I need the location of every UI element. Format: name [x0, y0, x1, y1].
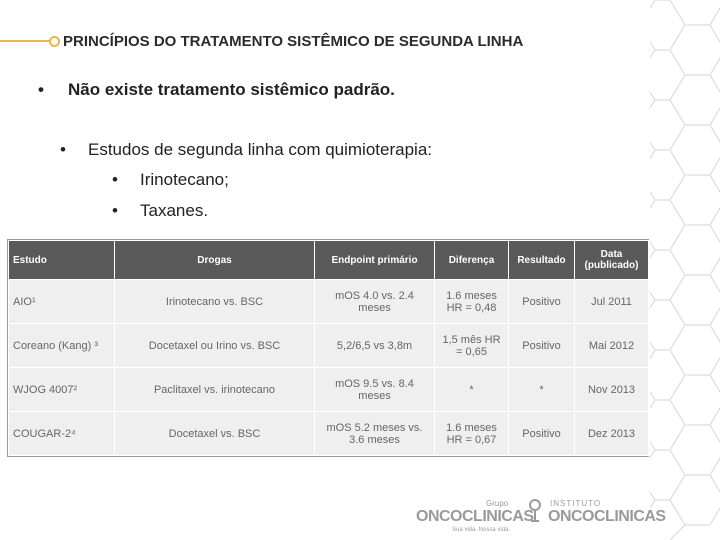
- table-cell: 1,5 mês HR = 0,65: [435, 324, 509, 368]
- table-cell: Docetaxel ou Irino vs. BSC: [115, 324, 315, 368]
- table-cell: Jul 2011: [575, 280, 649, 324]
- instituto-oncoclinicas-logo: ONCOCLINICAS: [548, 508, 666, 525]
- column-header: Estudo: [9, 241, 115, 280]
- table-cell: Positivo: [509, 324, 575, 368]
- column-header: Diferença: [435, 241, 509, 280]
- instituto-label: INSTITUTO: [550, 499, 602, 508]
- slide-title: PRINCÍPIOS DO TRATAMENTO SISTÊMICO DE SEGUNDA LINHA: [63, 33, 524, 50]
- title-accent-dot: [49, 36, 60, 47]
- bullet-level3-taxanes: [112, 201, 208, 221]
- table-cell: Positivo: [509, 412, 575, 456]
- bullet-level1: [38, 80, 395, 100]
- footer-logos: [410, 495, 666, 535]
- table-cell: mOS 9.5 vs. 8.4 meses: [315, 368, 435, 412]
- table-cell: Coreano (Kang) ³: [9, 324, 115, 368]
- bullet-symbol: •: [112, 201, 118, 220]
- hexagon-pattern-decoration: [650, 0, 720, 540]
- column-header: Data (publicado): [575, 241, 649, 280]
- table-cell: *: [435, 368, 509, 412]
- table-cell: 1.6 meses HR = 0,48: [435, 280, 509, 324]
- table-row: [9, 412, 649, 456]
- grupo-label: Grupo: [486, 499, 509, 508]
- grupo-tagline: Sua vida. Nossa vida.: [452, 527, 511, 533]
- bullet-symbol: •: [38, 80, 44, 99]
- table-header-row: [9, 241, 649, 280]
- table-cell: mOS 5.2 meses vs. 3.6 meses: [315, 412, 435, 456]
- oncoclinicas-mark-icon: [528, 497, 542, 523]
- table-cell: Docetaxel vs. BSC: [115, 412, 315, 456]
- table-cell: WJOG 4007²: [9, 368, 115, 412]
- table-row: [9, 368, 649, 412]
- table-row: [9, 324, 649, 368]
- bullet-level3-irinotecano: [112, 170, 229, 190]
- table-cell: COUGAR-2⁴: [9, 412, 115, 456]
- table-cell: Nov 2013: [575, 368, 649, 412]
- table-cell: Positivo: [509, 280, 575, 324]
- column-header: Resultado: [509, 241, 575, 280]
- table-cell: Dez 2013: [575, 412, 649, 456]
- grupo-oncoclinicas-logo: ONCOCLINICAS: [416, 508, 534, 525]
- bullet-symbol: •: [60, 140, 66, 159]
- table-cell: Mai 2012: [575, 324, 649, 368]
- bullet-text: Não existe tratamento sistêmico padrão.: [68, 80, 395, 99]
- table-cell: 5,2/6,5 vs 3,8m: [315, 324, 435, 368]
- table-cell: Paclitaxel vs. irinotecano: [115, 368, 315, 412]
- column-header: Endpoint primário: [315, 241, 435, 280]
- title-accent-line: [0, 40, 50, 42]
- table-cell: AIO¹: [9, 280, 115, 324]
- table-cell: mOS 4.0 vs. 2.4 meses: [315, 280, 435, 324]
- bullet-text: Taxanes.: [140, 201, 209, 220]
- table-cell: Irinotecano vs. BSC: [115, 280, 315, 324]
- table-row: [9, 280, 649, 324]
- bullet-symbol: •: [112, 170, 118, 189]
- bullet-text: Estudos de segunda linha com quimioterapia:: [88, 140, 432, 159]
- studies-table: [7, 239, 649, 457]
- column-header: Drogas: [115, 241, 315, 280]
- table-cell: *: [509, 368, 575, 412]
- bullet-text: Irinotecano;: [140, 170, 229, 189]
- table-cell: 1.6 meses HR = 0,67: [435, 412, 509, 456]
- bullet-level2: [60, 140, 432, 160]
